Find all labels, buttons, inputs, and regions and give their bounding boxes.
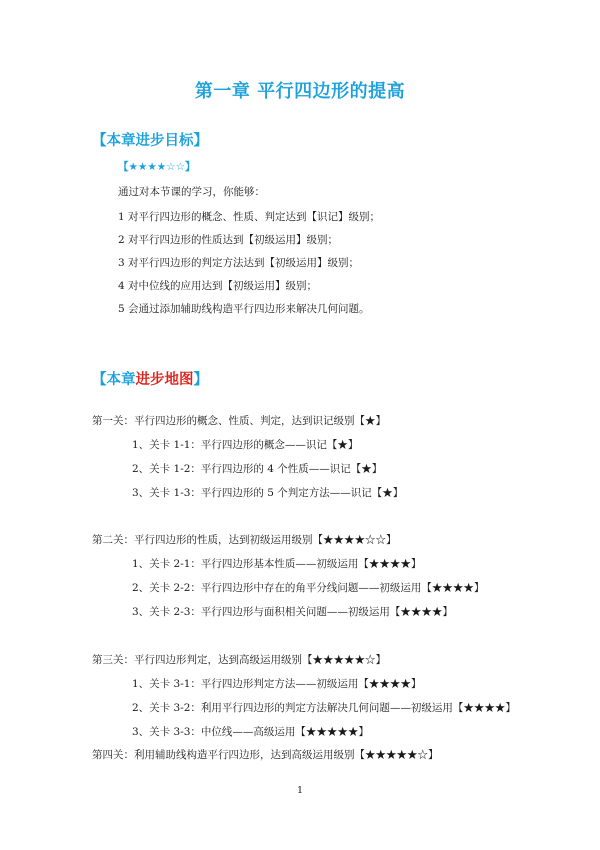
page-number: 1 [296,785,304,796]
goal-item: 1 对平行四边形的概念、性质、判定达到【识记】级别； [118,211,381,223]
level-sub-item: 2、关卡 3-2：利用平行四边形的判定方法解决几何问题——初级运用【★★★★】 [132,702,516,714]
map-heading [92,368,208,389]
level-sub-item: 2、关卡 1-2：平行四边形的 4 个性质——识记【★】 [132,463,383,475]
goal-item: 3 对平行四边形的判定方法达到【初级运用】级别； [118,257,360,269]
level-sub-item: 3、关卡 2-3：平行四边形与面积相关问题——初级运用【★★★★】 [132,606,453,618]
goal-item: 2 对平行四边形的性质达到【初级运用】级别； [118,234,339,246]
level-sub-item: 1、关卡 3-1：平行四边形判定方法——初级运用【★★★★】 [132,678,422,690]
goal-item: 4 对中位线的应用达到【初级运用】级别； [118,280,318,292]
goal-item: 5 会通过添加辅助线构造平行四边形来解决几何问题。 [118,303,370,315]
chapter-title: 第一章 平行四边形的提高 [194,81,406,102]
goals-heading: 【本章进步目标】 [92,133,208,149]
level-sub-item: 1、关卡 2-1：平行四边形基本性质——初级运用【★★★★】 [132,558,422,570]
level-sub-item: 3、关卡 1-3：平行四边形的 5 个判定方法——识记【★】 [132,487,404,499]
level-sub-item: 2、关卡 2-2：平行四边形中存在的角平分线问题——初级运用【★★★★】 [132,582,485,594]
level-title: 第一关：平行四边形的概念、性质、判定，达到识记级别【★】 [92,415,386,427]
level-sub-item: 1、关卡 1-1：平行四边形的概念——识记【★】 [132,439,359,451]
map-heading-open: 【本章 [92,372,136,388]
map-heading-highlight: 进步地图 [135,372,194,388]
goals-level-stars: 【★★★★☆☆】 [118,161,196,173]
map-heading-close: 】 [193,372,208,388]
level-title: 第二关：平行四边形的性质，达到初级运用级别【★★★★☆☆】 [92,534,397,546]
level-sub-item: 3、关卡 3-3：中位线——高级运用【★★★★★】 [132,726,369,738]
goals-intro: 通过对本节课的学习，你能够： [118,186,265,198]
level-title: 第三关：平行四边形判定，达到高级运用级别【★★★★★☆】 [92,654,386,666]
level-title: 第四关：利用辅助线构造平行四边形，达到高级运用级别【★★★★★☆】 [92,749,439,761]
